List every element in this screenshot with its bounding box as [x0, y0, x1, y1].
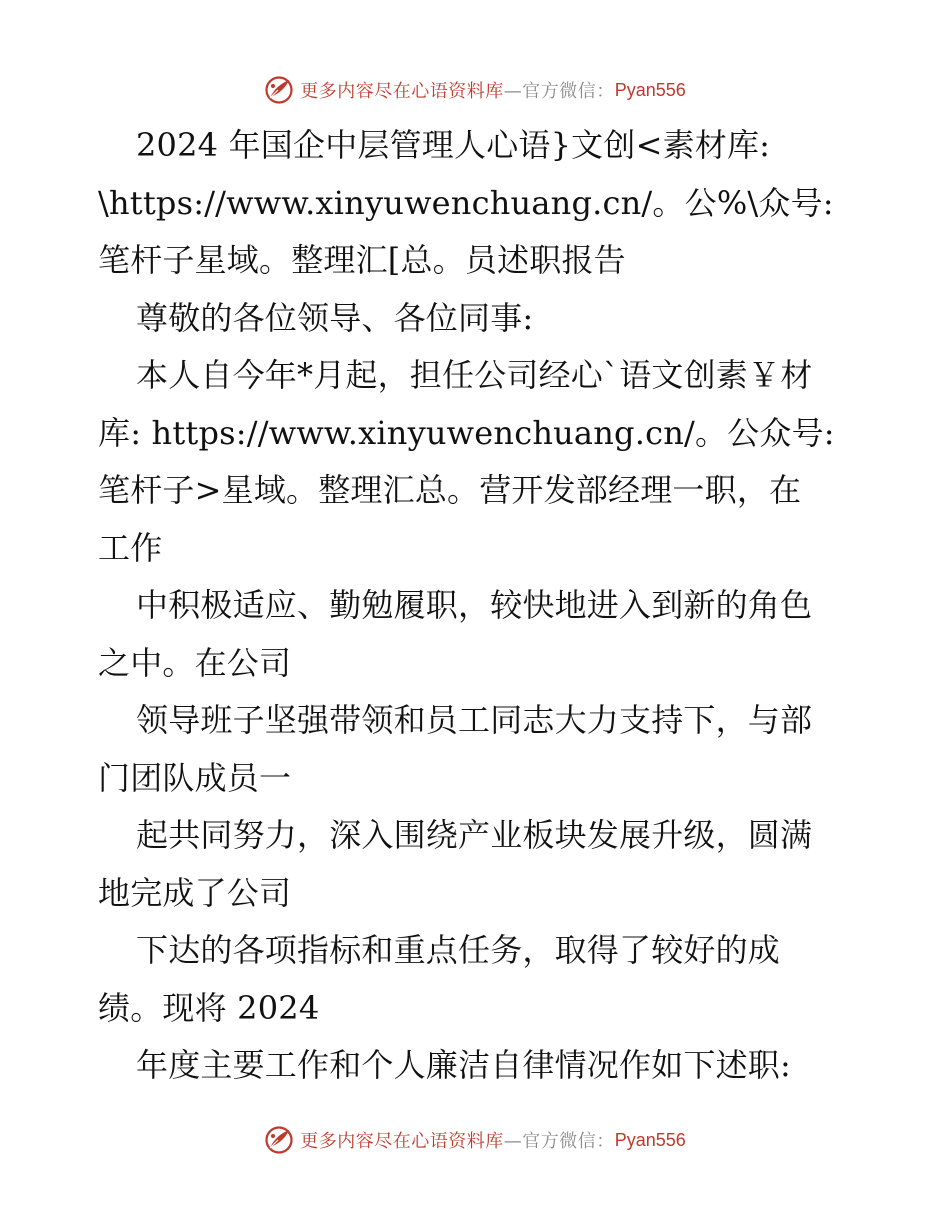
body-line: 2024 年国企中层管理人心语}文创<素材库: [136, 126, 771, 164]
quill-pen-logo-icon [264, 75, 294, 105]
body-line: \https://www.xinyuwenchuang.cn/。公%\众号: [98, 183, 834, 222]
header-watermark-banner [0, 70, 950, 110]
footer-banner-wechat-id: Pyan556 [614, 1129, 686, 1150]
footer-watermark-banner [0, 1120, 950, 1160]
footer-banner-wechat-label: —官方微信： [503, 1131, 615, 1152]
body-line: 中积极适应、勤勉履职，较快地进入到新的角色 [136, 586, 813, 624]
body-line: 之中。在公司 [98, 643, 292, 682]
body-line: 库: https://www.xinyuwenchuang.cn/。公众号: [98, 413, 835, 452]
body-line: 下达的各项指标和重点任务，取得了较好的成 [136, 931, 781, 969]
footer-banner-title: 更多内容尽在心语资料库 [300, 1131, 504, 1152]
header-banner-wechat-label: —官方微信： [503, 81, 615, 102]
body-line: 笔杆子>星域。整理汇总。营开发部经理一职，在 [98, 471, 802, 509]
body-line: 门团队成员一 [98, 758, 292, 797]
header-banner-wechat-id: Pyan556 [614, 79, 686, 100]
body-line: 起共同努力，深入围绕产业板块发展升级，圆满 [136, 816, 813, 854]
body-line: 地完成了公司 [98, 873, 292, 912]
body-line: 绩。现将 2024 [98, 988, 320, 1027]
body-line: 年度主要工作和个人廉洁自律情况作如下述职: [136, 1046, 791, 1084]
body-line: 本人自今年*月起，担任公司经心`语文创素￥材 [136, 356, 813, 394]
body-line: 尊敬的各位领导、各位同事: [136, 298, 534, 337]
quill-pen-logo-icon [264, 1125, 294, 1155]
body-line: 笔杆子星域。整理汇[总。员述职报告 [98, 241, 626, 279]
body-line: 领导班子坚强带领和员工同志大力支持下，与部 [136, 701, 813, 739]
report-body-text [98, 117, 858, 1095]
header-banner-title: 更多内容尽在心语资料库 [300, 81, 504, 102]
body-line: 工作 [98, 528, 163, 567]
